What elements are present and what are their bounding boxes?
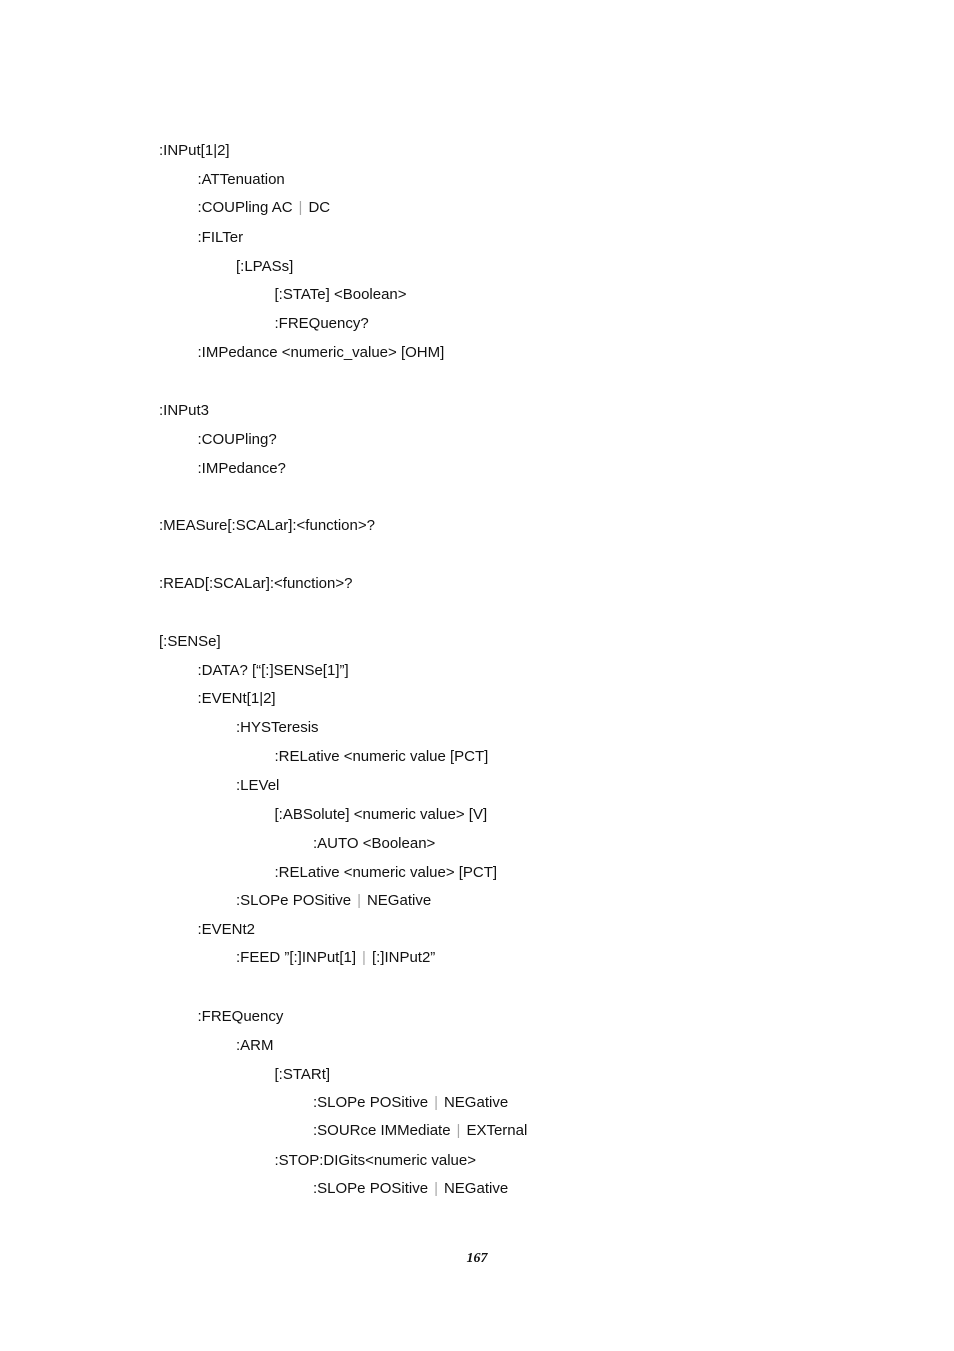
command-line [198, 1008, 284, 1026]
command-text: :ARM [236, 1037, 274, 1054]
command-text: :IMPedance <numeric_value> [OHM] [197, 344, 445, 361]
command-text: :COUPling? [197, 431, 277, 448]
command-text: :FILTer [197, 229, 244, 246]
command-line [313, 1180, 508, 1198]
command-line [236, 719, 319, 737]
command-text: :FEED ”[:]INPut[1] [236, 949, 357, 966]
command-line [159, 402, 209, 420]
command-line [236, 777, 279, 795]
command-line [198, 199, 331, 217]
command-text: :COUPling AC [197, 199, 293, 216]
command-text: :HYSTeresis [236, 719, 319, 736]
command-line [198, 921, 256, 939]
command-text: :ATTenuation [197, 171, 285, 188]
command-text: EXTernal [466, 1122, 528, 1139]
command-line [198, 460, 286, 478]
command-line [275, 286, 407, 304]
command-text: :INPut[1|2] [159, 142, 230, 159]
command-line [236, 258, 293, 276]
command-line [198, 431, 277, 449]
command-line [198, 171, 285, 189]
option-separator: | [357, 892, 361, 909]
command-text: NEGative [443, 1180, 509, 1197]
command-line [313, 835, 435, 853]
option-separator: | [434, 1180, 438, 1197]
command-text: DC [308, 199, 331, 216]
command-text: :EVENt2 [197, 921, 256, 938]
command-line [313, 1094, 508, 1112]
command-line [275, 1152, 476, 1170]
command-line [159, 142, 230, 160]
command-text: :IMPedance? [197, 460, 286, 477]
command-line [159, 633, 221, 651]
command-text: [:STATe] <Boolean> [274, 286, 407, 303]
command-text: :FREQuency? [274, 315, 369, 332]
command-line [159, 517, 375, 535]
command-line [275, 748, 489, 766]
command-text: [:LPASs] [236, 258, 294, 275]
command-line [313, 1122, 527, 1140]
command-text: :SLOPe POSitive [236, 892, 352, 909]
command-line [275, 806, 488, 824]
command-text: [:]INPut2” [371, 949, 436, 966]
command-text: :SLOPe POSitive [313, 1094, 429, 1111]
command-text: :SLOPe POSitive [313, 1180, 429, 1197]
command-line [236, 949, 435, 967]
command-line [275, 1066, 331, 1084]
command-line [159, 575, 352, 593]
command-text: [:STARt] [274, 1066, 331, 1083]
option-separator: | [298, 199, 303, 216]
command-line [198, 662, 349, 680]
command-text: NEGative [443, 1094, 509, 1111]
command-line [236, 892, 431, 910]
command-text: :AUTO <Boolean> [313, 835, 436, 852]
page-number: 167 [466, 1251, 488, 1266]
command-text: NEGative [366, 892, 432, 909]
command-text: :SOURce IMMediate [313, 1122, 451, 1139]
command-text: :DATA? [“[:]SENSe[1]”] [197, 662, 349, 679]
command-text: :RELative <numeric value [PCT] [274, 748, 489, 765]
command-text: :MEASure[:SCALar]:<function>? [159, 517, 375, 534]
command-line [198, 690, 276, 708]
command-text: :RELative <numeric value> [PCT] [274, 864, 498, 881]
command-text: :EVENt[1|2] [197, 690, 276, 707]
command-line [236, 1037, 274, 1055]
command-line [198, 344, 445, 362]
option-separator: | [434, 1094, 438, 1111]
command-text: :READ[:SCALar]:<function>? [159, 575, 353, 592]
command-line [275, 315, 369, 333]
command-text: :LEVel [236, 777, 280, 794]
command-line [275, 864, 498, 882]
command-line [198, 229, 244, 247]
command-text: [:ABSolute] <numeric value> [V] [274, 806, 488, 823]
option-separator: | [456, 1122, 461, 1139]
command-text: :STOP:DIGits<numeric value> [274, 1152, 476, 1169]
option-separator: | [362, 949, 366, 966]
command-text: [:SENSe] [159, 633, 221, 650]
command-text: :INPut3 [159, 402, 210, 419]
command-text: :FREQuency [197, 1008, 284, 1025]
